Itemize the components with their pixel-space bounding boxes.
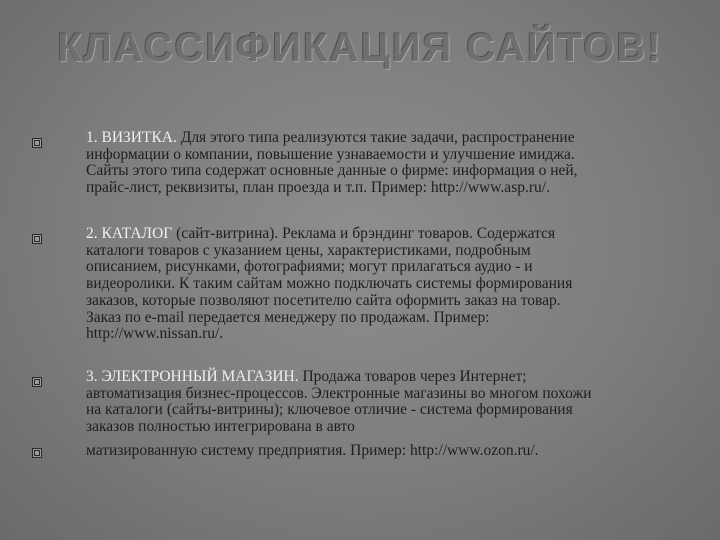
item-text: прайс-лист, реквизиты, план проезда и т.п. Пример: http://www.asp.ru/. xyxy=(86,179,550,197)
list-item-katalog xyxy=(86,226,676,343)
item-text: (сайт-витрина). Реклама и брэндинг товаров. Содержатся xyxy=(172,225,556,242)
bullet-icon xyxy=(32,377,42,387)
list-item-vizitka xyxy=(86,130,676,197)
slide-title: КЛАССИФИКАЦИЯ САЙТОВ! xyxy=(57,26,663,70)
item-text: матизированную систему предприятия. Пример: http://www.ozon.ru/. xyxy=(86,442,539,459)
item-text: Для этого типа реализуются такие задачи, распространение xyxy=(176,129,575,146)
item-text: информации о компании, повышение узнаваемости и улучшение имиджа. xyxy=(86,145,575,163)
item-text: http://www.nissan.ru/. xyxy=(86,325,224,343)
bullet-icon xyxy=(32,448,42,458)
list-item-shop-continued xyxy=(86,443,676,460)
item-heading: 2. КАТАЛОГ xyxy=(86,225,173,242)
list-item-shop xyxy=(86,369,676,436)
item-heading: 3. ЭЛЕКТРОННЫЙ МАГАЗИН. xyxy=(86,368,299,385)
item-text: заказов, которые позволяют посетителю сайта оформить заказ на товар. xyxy=(86,291,561,309)
item-text: заказов полностью интегрирована в авто xyxy=(86,418,355,436)
item-text: автоматизация бизнес-процессов. Электронные магазины во многом похожи xyxy=(86,384,592,402)
item-text: видеоролики. К таким сайтам можно подключать системы формирования xyxy=(86,275,573,293)
bullet-icon xyxy=(32,138,42,148)
item-text: каталоги товаров с указанием цены, характеристиками, подробным xyxy=(86,241,531,259)
item-text: описанием, рисунками, фотографиями; могут прилагаться аудио - и xyxy=(86,258,533,276)
item-text: Сайты этого типа содержат основные данные о фирме: информация о ней, xyxy=(86,162,578,180)
item-text: Продажа товаров через Интернет; xyxy=(298,368,527,385)
bullet-icon xyxy=(32,234,42,244)
item-text: на каталоги (сайты-витрины); ключевое отличие - система формирования xyxy=(86,401,573,419)
item-text: Заказ по e-mail передается менеджеру по продажам. Пример: xyxy=(86,308,490,326)
item-heading: 1. ВИЗИТКА. xyxy=(86,129,177,146)
